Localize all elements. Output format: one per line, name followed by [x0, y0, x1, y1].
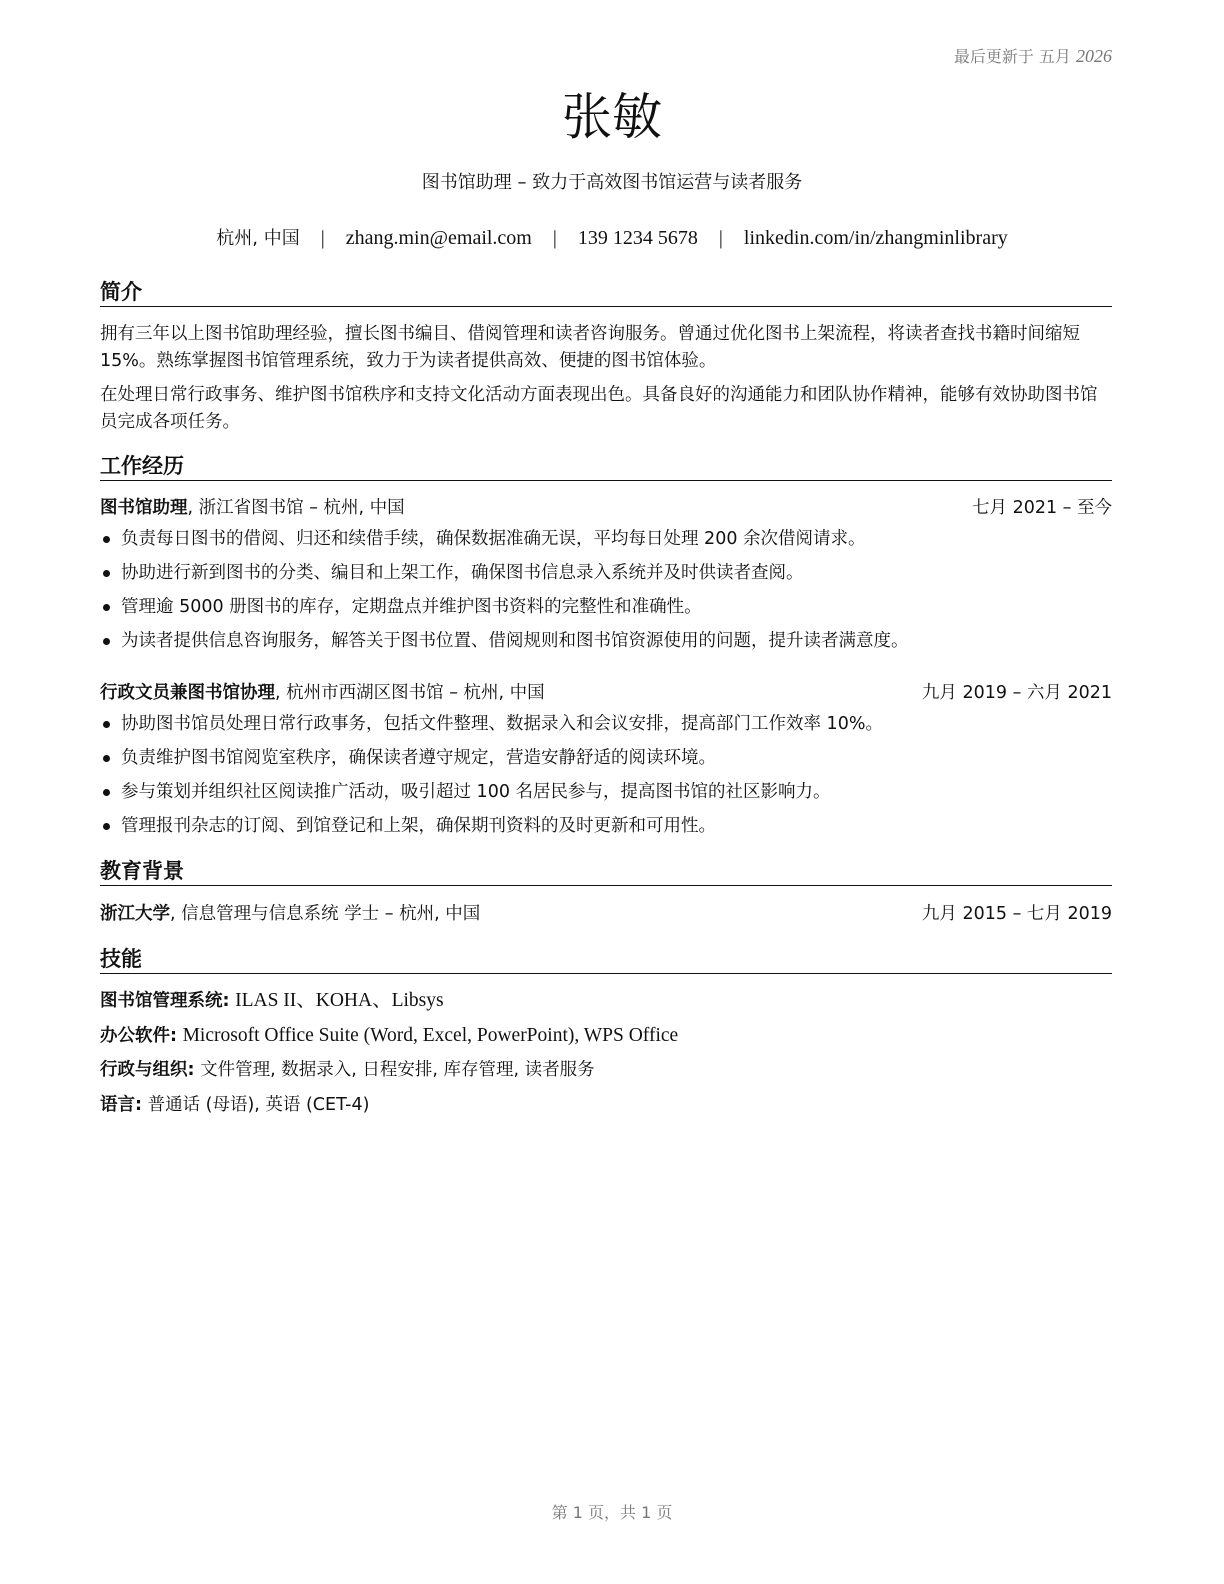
contact-linkedin[interactable]: linkedin.com/in/zhangminlibrary — [743, 227, 1008, 249]
last-updated-year: 2026 — [1076, 46, 1112, 66]
skill-value: 普通话 (母语), 英语 (CET-4) — [147, 1095, 370, 1115]
education-dates: 九月 2015 – 七月 2019 — [921, 904, 1112, 924]
job-header — [100, 680, 1112, 706]
summary-paragraph: 在处理日常行政事务、维护图书馆秩序和支持文化活动方面表现出色。具备良好的沟通能力和团队协作精神，能够有效协助图书馆员完成各项任务。 — [100, 385, 1098, 432]
last-updated — [954, 44, 1112, 67]
skill-row — [100, 988, 1112, 1014]
skill-value: 文件管理, 数据录入, 日程安排, 库存管理, 读者服务 — [200, 1060, 595, 1080]
page-number: 第 1 页，共 1 页 — [551, 1503, 673, 1522]
skill-label: 行政与组织: — [100, 1060, 195, 1080]
job-org: , 浙江省图书馆 – 杭州, 中国 — [187, 498, 405, 518]
bullet-item: 为读者提供信息咨询服务，解答关于图书位置、借阅规则和图书馆资源使用的问题，提升读者满意度。 — [100, 628, 1112, 662]
job-bullets — [100, 711, 1112, 847]
job-header — [100, 495, 1112, 521]
tagline: 图书馆助理 – 致力于高效图书馆运营与读者服务 — [421, 172, 803, 193]
bullet-item: 管理报刊杂志的订阅、到馆登记和上架，确保期刊资料的及时更新和可用性。 — [100, 813, 1112, 847]
job-org: , 杭州市西湖区图书馆 – 杭州, 中国 — [275, 683, 545, 703]
skill-label: 图书馆管理系统: — [100, 991, 230, 1011]
skill-value: ILAS II、KOHA、Libsys — [235, 990, 444, 1011]
bullet-item: 管理逾 5000 册图书的库存，定期盘点并维护图书资料的完整性和准确性。 — [100, 594, 1112, 628]
job-dates: 七月 2021 – 至今 — [972, 498, 1112, 518]
section-title-skills: 技能 — [100, 945, 1112, 974]
job-bullets — [100, 526, 1112, 662]
section-title-experience: 工作经历 — [100, 452, 1112, 481]
contact-phone: 139 1234 5678 — [577, 227, 698, 249]
education-school: 浙江大学 — [100, 904, 170, 924]
contact-line — [0, 224, 1224, 253]
candidate-name: 张敏 — [562, 88, 662, 146]
contact-separator: | — [552, 227, 557, 249]
last-updated-prefix: 最后更新于 五月 — [953, 47, 1071, 66]
skill-row — [100, 1092, 1112, 1118]
job-dates: 九月 2019 – 六月 2021 — [921, 683, 1112, 703]
section-title-education: 教育背景 — [100, 857, 1112, 886]
skill-value: Microsoft Office Suite (Word, Excel, PowerPoint), WPS Office — [182, 1025, 679, 1046]
skill-row — [100, 1023, 1112, 1049]
bullet-item: 协助图书馆员处理日常行政事务，包括文件整理、数据录入和会议安排，提高部门工作效率 10%。 — [100, 711, 1112, 745]
contact-location: 杭州, 中国 — [216, 228, 300, 249]
skill-row — [100, 1057, 1112, 1083]
bullet-item: 协助进行新到图书的分类、编目和上架工作，确保图书信息录入系统并及时供读者查阅。 — [100, 560, 1112, 594]
summary-paragraph: 拥有三年以上图书馆助理经验，擅长图书编目、借阅管理和读者咨询服务。曾通过优化图书上架流程，将读者查找书籍时间缩短 15%。熟练掌握图书馆管理系统，致力于为读者提供高效、便捷的图书馆体验。 — [100, 324, 1080, 371]
bullet-item: 负责每日图书的借阅、归还和续借手续，确保数据准确无误，平均每日处理 200 余次借阅请求。 — [100, 526, 1112, 560]
section-title-summary: 简介 — [100, 278, 1112, 307]
education-detail: , 信息管理与信息系统 学士 – 杭州, 中国 — [170, 904, 481, 924]
bullet-item: 参与策划并组织社区阅读推广活动，吸引超过 100 名居民参与，提高图书馆的社区影响力。 — [100, 779, 1112, 813]
skill-label: 语言: — [100, 1095, 142, 1115]
bullet-item: 负责维护图书馆阅览室秩序，确保读者遵守规定，营造安静舒适的阅读环境。 — [100, 745, 1112, 779]
contact-separator: | — [718, 227, 723, 249]
job-role: 行政文员兼图书馆协理 — [100, 683, 275, 703]
skill-label: 办公软件: — [100, 1026, 177, 1046]
contact-email[interactable]: zhang.min@email.com — [345, 227, 532, 249]
education-entry — [100, 901, 1112, 927]
contact-separator: | — [320, 227, 325, 249]
job-role: 图书馆助理 — [100, 498, 188, 518]
